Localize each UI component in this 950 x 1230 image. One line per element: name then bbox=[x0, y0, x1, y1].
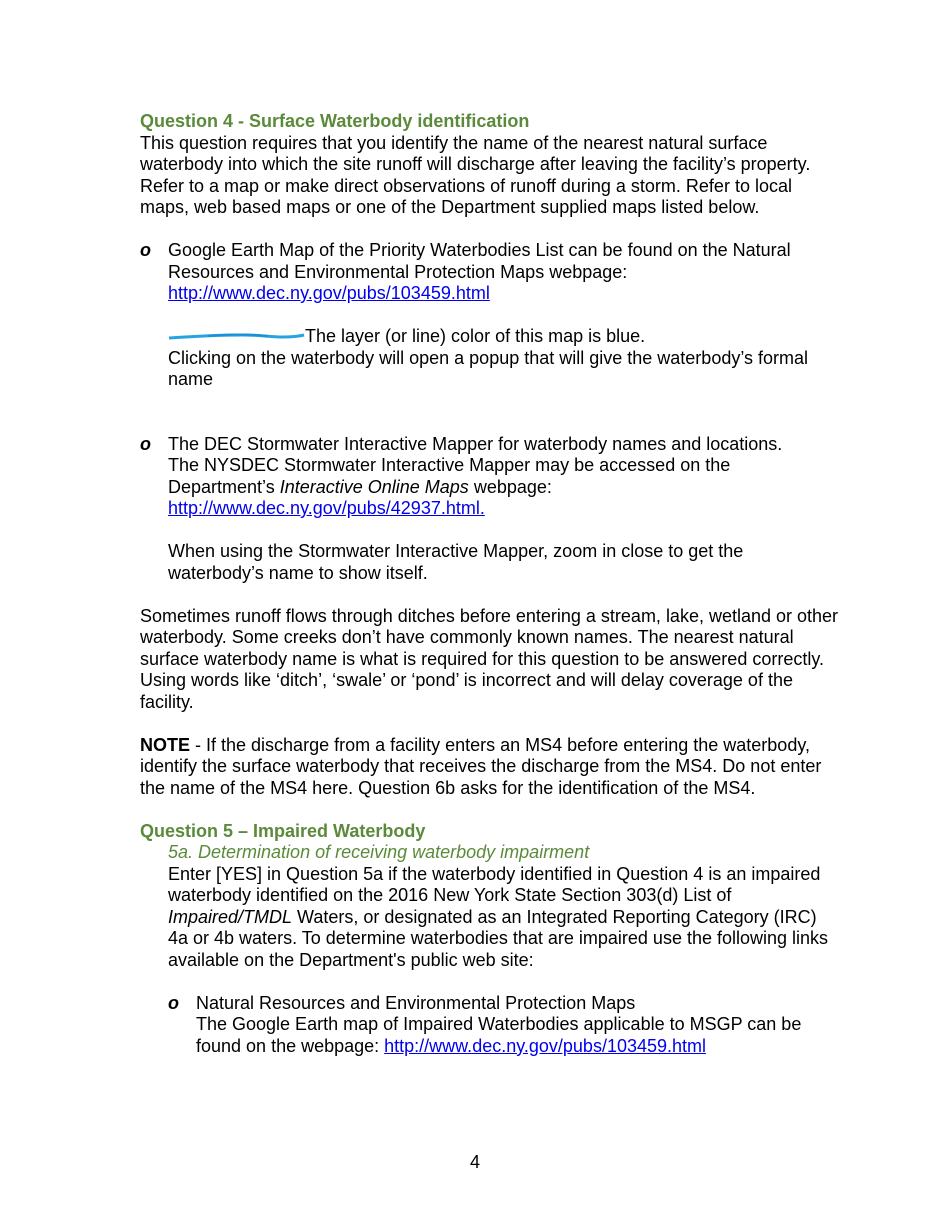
note-paragraph: NOTE - If the discharge from a facility enters an MS4 before entering the waterbody, identify the surface waterbody that receives the discharge from the MS4. Do not enter the name of the MS4 here. Question 6b asks for the identification of the MS4. bbox=[140, 734, 822, 798]
stormwater-mapper-link[interactable]: http://www.dec.ny.gov/pubs/42937.html. bbox=[168, 498, 485, 518]
q5-bullet-text: The Google Earth map of Impaired Waterbodies applicable to MSGP can be found on the webpage: http://www.dec.ny.gov/pubs/103459.html bbox=[196, 1014, 802, 1056]
bullet1-text: Google Earth Map of the Priority Waterbodies List can be found on the Natural Resources and Environmental Protection Maps webpage: bbox=[168, 240, 791, 282]
q4-heading: Question 4 - Surface Waterbody identification bbox=[140, 111, 530, 131]
layer-color-text: The layer (or line) color of this map is blue. bbox=[305, 326, 646, 346]
bullet-marker: o bbox=[140, 433, 151, 454]
page-number: 4 bbox=[469, 1152, 480, 1172]
list-item bbox=[140, 434, 840, 585]
bullet2-line3: Department’s Interactive Online Maps webpage: bbox=[168, 476, 552, 497]
q4-intro: This question requires that you identify the name of the nearest natural surface waterbody into which the site runoff will discharge after leaving the facility’s property. Refer to a map or make direct observations of runoff during a storm. Refer to local maps, web based maps or one of the Department supplied maps listed below. bbox=[140, 132, 811, 217]
q5-bullet-title: Natural Resources and Environmental Protection Maps bbox=[196, 992, 636, 1013]
q5-heading: Question 5 – Impaired Waterbody bbox=[140, 820, 426, 841]
impaired-waterbodies-link[interactable]: http://www.dec.ny.gov/pubs/103459.html bbox=[384, 1035, 707, 1056]
priority-waterbodies-link[interactable]: http://www.dec.ny.gov/pubs/103459.html bbox=[168, 283, 490, 303]
bullet-marker: o bbox=[140, 240, 151, 260]
bullet2-line2: The NYSDEC Stormwater Interactive Mapper may be accessed on the bbox=[168, 455, 731, 475]
q5a-subheading: 5a. Determination of receiving waterbody impairment bbox=[168, 842, 590, 862]
list-item bbox=[140, 240, 840, 305]
map-legend-note bbox=[140, 326, 840, 391]
bullet-marker: o bbox=[168, 992, 179, 1013]
bullet2-line1: The DEC Stormwater Interactive Mapper for waterbody names and locations. bbox=[168, 433, 783, 454]
q5a-text: Enter [YES] in Question 5a if the waterbody identified in Question 4 is an impaired waterbody identified on the 2016 New York State Section 303(d) List of Impaired/TMDL Waters, or designated as an Integrated Reporting Category (IRC) 4a or 4b waters. To determine waterbodies that are impaired use the following links available on the Department's public web site: bbox=[168, 863, 829, 970]
mapper-note: When using the Stormwater Interactive Mapper, zoom in close to get the waterbody’s name to show itself. bbox=[168, 541, 744, 583]
page-content bbox=[140, 111, 840, 1057]
runoff-paragraph: Sometimes runoff flows through ditches before entering a stream, lake, wetland or other waterbody. Some creeks don’t have commonly known names. The nearest natural surface waterbody name is what is required for this question to be answered correctly. Using words like ‘ditch’, ‘swale’ or ‘pond’ is incorrect and will delay coverage of the facility. bbox=[140, 605, 839, 712]
list-item bbox=[168, 993, 840, 1058]
popup-text: Clicking on the waterbody will open a popup that will give the waterbody’s formal name bbox=[168, 347, 809, 389]
blue-line-icon bbox=[168, 331, 305, 343]
